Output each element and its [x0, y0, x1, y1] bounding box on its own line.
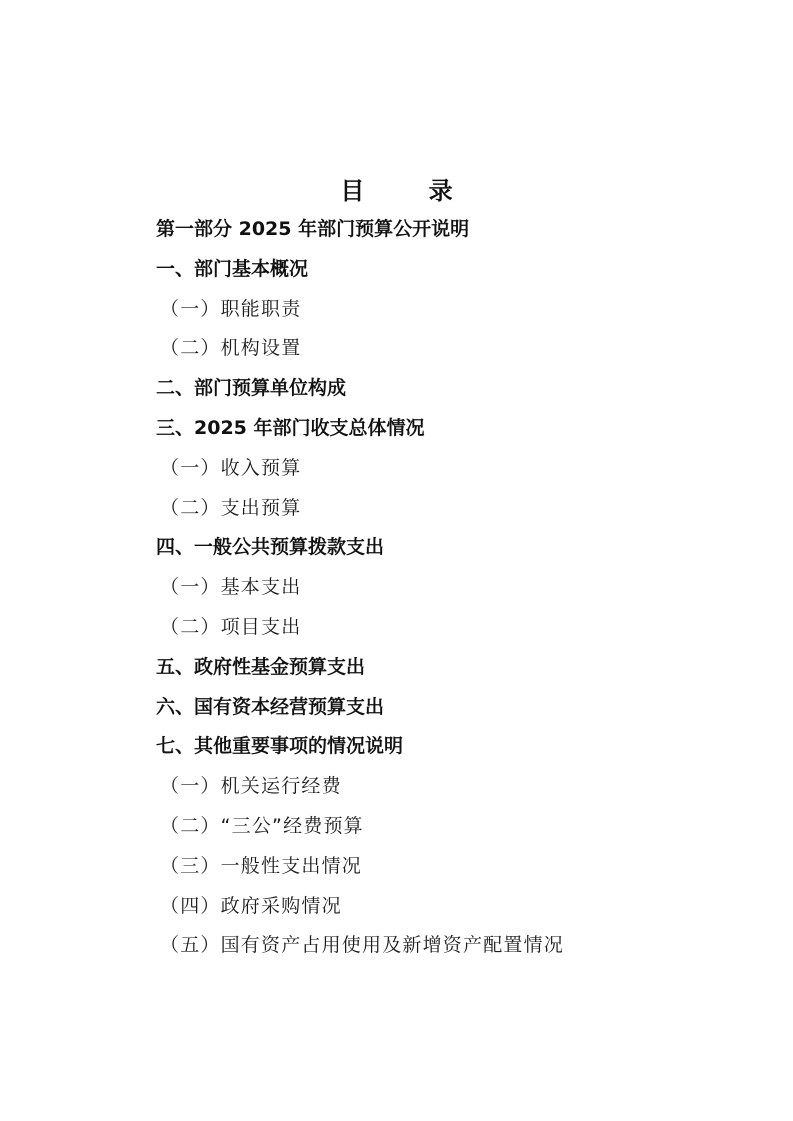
- toc-entry-part-one: 第一部分 2025 年部门预算公开说明: [156, 218, 470, 240]
- toc-entry-subsection: （一）机关运行经费: [160, 775, 342, 798]
- toc-entry-section-3: 三、2025 年部门收支总体情况: [156, 416, 425, 439]
- toc-entry-subsection: （二）支出预算: [160, 496, 302, 519]
- toc-entry-subsection: （四）政府采购情况: [160, 894, 342, 917]
- toc-entry-subsection: （二）“三公”经费预算: [160, 814, 364, 837]
- toc-entry-section-7: 七、其他重要事项的情况说明: [156, 735, 404, 758]
- toc-entry-section-6: 六、国有资本经营预算支出: [156, 695, 385, 718]
- toc-entry-subsection: （二）项目支出: [160, 615, 302, 638]
- toc-entry-section-1: 一、部门基本概况: [156, 257, 309, 280]
- toc-entry-subsection: （三）一般性支出情况: [160, 854, 363, 877]
- toc-entry-section-5: 五、政府性基金预算支出: [156, 655, 366, 678]
- toc-entry-subsection: （二）机构设置: [160, 337, 302, 360]
- toc-entry-subsection: （一）职能职责: [160, 297, 302, 320]
- toc-entry-subsection: （一）基本支出: [160, 576, 302, 599]
- toc-entry-subsection: （五）国有资产占用使用及新增资产配置情况: [160, 934, 565, 957]
- toc-list: [150, 210, 750, 966]
- toc-entry-subsection: （一）收入预算: [160, 456, 302, 479]
- toc-entry-section-2: 二、部门预算单位构成: [156, 377, 347, 400]
- toc-entry-section-4: 四、一般公共预算拨款支出: [156, 536, 385, 559]
- toc-title: 目 录: [340, 177, 481, 205]
